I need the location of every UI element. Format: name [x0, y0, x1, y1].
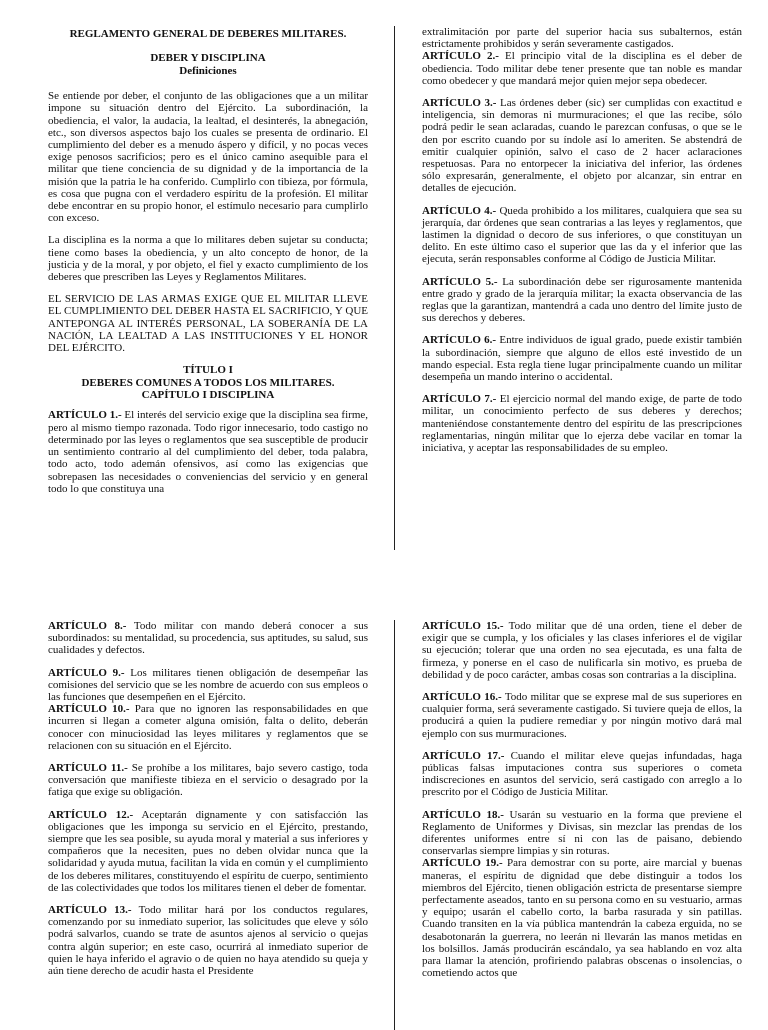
- article-text: Las órdenes deber (sic) ser cumplidas con exactitud e inteligencia, sin demoras ni murmuraciones; el que las recibe, sólo podrá pedir le sean aclaradas, cuando le parezcan confusas, o que se le den por escrito cuando por su índole así lo ameriten. Se abstendrá de emitir cualquier opinión, salvo el caso de 2 hacer aclaraciones respetuosas. Para no entorpecer la iniciativa del inferior, las órdenes sólo expresarán, generalmente, el objeto por alcanzar, sin entrar en detalles de ejecución.: [422, 97, 743, 195]
- article-10: [48, 703, 368, 752]
- article-heading: ARTÍCULO 2.-: [422, 50, 499, 63]
- page-2-left-column: [48, 620, 368, 977]
- article-heading: ARTÍCULO 12.-: [48, 808, 134, 821]
- page-1-left-column: [48, 26, 368, 495]
- paragraph-disciplina: La disciplina es la norma a que lo militares deben sujetar su conducta; tiene como bases la obediencia, y un alto concepto de honor, de la justicia y de la moral, y por objeto, el fiel y exacto cumplimiento de los deberes que prescriben las Leyes y Reglamentos Militares.: [48, 234, 368, 284]
- article-heading: ARTÍCULO 3.-: [422, 97, 497, 110]
- article-text: Todo militar hará por los conductos regulares, comenzando por su inmediato superior, las solicitudes que eleve y sólo podrá salvarlos, cuando se trate de asuntos ajenos al servicio o quejas contra algún superior; en este caso, ocurrirá al inmediato superior de quien le haya inferido el agravio o de quien no haya atendido su queja y aún tiene derecho de acudir hasta el Presidente: [48, 904, 369, 978]
- article-18: [422, 809, 742, 858]
- article-3: [422, 97, 742, 195]
- article-12: [48, 809, 368, 894]
- article-heading: ARTÍCULO 4.-: [422, 204, 497, 217]
- article-5: [422, 276, 742, 325]
- page-2: [0, 606, 768, 1024]
- article-15: [422, 620, 742, 681]
- article-heading: ARTÍCULO 16.-: [422, 691, 502, 704]
- article-text: Se prohíbe a los militares, bajo severo castigo, toda conversación que manifieste tibieza en el servicio o desagrado por la fatiga que exige su obligación.: [48, 762, 368, 799]
- article-heading: ARTÍCULO 19.-: [422, 857, 503, 870]
- article-text: Aceptarán dignamente y con satisfacción las obligaciones que les imponga su servicio en el Ejército, prestando, siempre que les sea posible, su ayuda moral y material a sus inferiores y compañeros que la necesiten, pues no deben olvidar nunca que la solidaridad y ayuda mutua, facilitan la vida en común y el cumplimiento de los deberes militares, constituyendo el espíritu de cuerpo, sentimiento de las colectividades que todos los militares tienen el deber de fomentar.: [48, 808, 369, 894]
- article-heading: ARTÍCULO 9.-: [48, 666, 125, 679]
- section-heading: [48, 52, 368, 78]
- capitulo-name: CAPÍTULO I DISCIPLINA: [141, 389, 275, 402]
- article-8: [48, 620, 368, 657]
- document-title: REGLAMENTO GENERAL DE DEBERES MILITARES.: [69, 28, 347, 40]
- article-heading: ARTÍCULO 7.-: [422, 393, 497, 406]
- article-text: El ejercicio normal del mando exige, de parte de todo militar, un conocimiento perfecto de sus deberes y derechos; manteniéndose constantemente dentro del espíritu de las prescripciones reglamentarias, ningún militar que lo ejerza debe vacilar en tomar la iniciativa, y aceptar las responsabilidades de su empleo.: [422, 393, 743, 455]
- paragraph-servicio-armas: EL SERVICIO DE LAS ARMAS EXIGE QUE EL MILITAR LLEVE EL CUMPLIMIENTO DEL DEBER HASTA EL SACRIFICIO, Y QUE ANTEPONGA AL INTERÉS PERSONAL, LA SOBERANÍA DE LA NACIÓN, LA LEALTAD A LAS INSTITUCIONES Y EL HONOR DEL EJÉRCITO.: [48, 293, 368, 355]
- article-text: Queda prohibido a los militares, cualquiera que sea su jerarquía, dar órdenes que sean contrarias a las leyes y reglamentos, que lastimen la dignidad o decoro de sus inferiores, o que constituyan un delito. En este último caso el superior que las da y el inferior que las ejecuta, serán responsables conforme al Código de Justicia Militar.: [422, 204, 742, 266]
- column-divider: [394, 620, 395, 1030]
- article-13: [48, 904, 368, 977]
- article-heading: ARTÍCULO 5.-: [422, 275, 498, 288]
- article-heading: ARTÍCULO 10.-: [48, 703, 130, 716]
- titulo-number: TÍTULO I: [183, 364, 233, 377]
- article-heading: ARTÍCULO 18.-: [422, 808, 504, 821]
- article-text: Todo militar que dé una orden, tiene el deber de exigir que se cumpla, y los oficiales y las clases inferiores el de vigilar su ejecución; tolerar que una orden no sea ejecutada, es una falta de firmeza, y ponerse en el caso de nulificarla sin motivo, es prueba de debilidad y de poco carácter, ambas cosas son contrarias a la disciplina.: [422, 620, 742, 681]
- article-16: [422, 691, 742, 740]
- article-7: [422, 393, 742, 454]
- article-4: [422, 205, 742, 266]
- article-heading: ARTÍCULO 13.-: [48, 904, 132, 917]
- article-text: Todo militar que se exprese mal de sus superiores en cualquier forma, será severamente castigado. Si tuviere queja de ellos, la producirá a quien la pudiere remediar y por ningún motivo dará mal ejemplo con sus murmuraciones.: [422, 691, 742, 740]
- article-text: Para demostrar con su porte, aire marcial y buenas maneras, el espíritu de dignidad que debe distinguir a todos los miembros del Ejército, tienen obligación estricta de presentarse siempre perfectamente aseados, tanto en su persona como en su vestuario, armas y equipo; usarán el cabello corto, la barba rasurada y sin patillas. Cuando transiten en la vía pública mantendrán la cabeza erguida, no se desabotonarán la guerrera, no leerán ni llevarán las manos metidas en los bolsillos. Jamás producirán escándalo, ya sea hablando en voz alta para llamar la atención, profiriendo palabras obscenas o insolencias, o cometiendo actos que: [422, 857, 743, 980]
- titulo-name: DEBERES COMUNES A TODOS LOS MILITARES.: [81, 376, 335, 389]
- article-text: Entre individuos de igual grado, puede existir también la subordinación, siempre que alguno de ellos esté investido de un mando especial. Esta regla tiene lugar principalmente cuando un militar desempeña un mando interino o accidental.: [422, 334, 743, 384]
- article-1-continuation: extralimitación por parte del superior hacia sus subalternos, están estrictamente prohibidos y serán severamente castigados.: [422, 26, 742, 51]
- article-heading: ARTÍCULO 8.-: [48, 620, 127, 632]
- article-text: El principio vital de la disciplina es el deber de obediencia. Todo militar debe tener presente que tan noble es mandar como obedecer y que mandará mejor quien mejor sepa obedecer.: [422, 50, 743, 87]
- article-heading: ARTÍCULO 1.-: [48, 409, 122, 422]
- page-1-right-column: [422, 26, 742, 464]
- article-11: [48, 762, 368, 799]
- section-subtitle: Definiciones: [179, 65, 237, 78]
- page-2-right-column: [422, 620, 742, 979]
- column-divider: [394, 26, 395, 550]
- article-text: Usarán su vestuario en la forma que previene el Reglamento de Uniformes y Divisas, sin mezclar las prendas de los diferentes uniformes entre sí ni con las de paisano, debiendo conservarlas siempre limpias y sin roturas.: [422, 808, 743, 858]
- article-text: Para que no ignoren las responsabilidades en que incurren si llegan a cometer alguna omisión, falta o delito, deberán conocer con minuciosidad las leyes militares y reglamentos que se relacionen con su situación en el Ejército.: [48, 703, 368, 752]
- article-text: Todo militar con mando deberá conocer a sus subordinados: su mentalidad, su procedencia, sus aptitudes, su salud, sus cualidades y defectos.: [48, 620, 368, 657]
- paragraph-deber: Se entiende por deber, el conjunto de las obligaciones que a un militar impone su situación dentro del Ejército. La subordinación, la obediencia, el valor, la audacia, la lealtad, el desinterés, la abnegación, etc., son diversos aspectos bajo los cuales se presenta de ordinario. El cumplimiento del deber es a menudo áspero y difícil, y no pocas veces exige penosos sacrificios; pero es el único camino asequible para el militar que tiene conciencia de su dignidad y de la importancia de la misión que la patria le ha conferido. Cumplirlo con tibieza, por fórmula, es cosa que pugna con el verdadero espíritu de la profesión. El militar debe encontrar en su propio honor, el estímulo necesario para cumplirlo con exceso.: [48, 90, 368, 225]
- article-text: El interés del servicio exige que la disciplina sea firme, pero al mismo tiempo razonada. Todo rigor innecesario, todo castigo no determinado por las leyes o reglamentos que sea susceptible de producir un sentimiento contrario al del cumplimiento del deber, toda palabra, todo acto, todo ademán ofensivos, así como las exigencias que sobrepasen las necesidades o conveniencias del servicio y en general todo lo que constituya una: [48, 409, 369, 495]
- article-heading: ARTÍCULO 11.-: [48, 762, 128, 775]
- section-title: DEBER Y DISCIPLINA: [150, 52, 266, 65]
- article-6: [422, 334, 742, 383]
- article-2: [422, 50, 742, 87]
- article-1: [48, 409, 368, 494]
- article-text: Los militares tienen obligación de desempeñar las comisiones del servicio que se les nombre de acuerdo con sus empleos o las funciones que desempeñen en el Ejército.: [48, 666, 368, 704]
- article-heading: ARTÍCULO 6.-: [422, 334, 497, 347]
- article-text: Cuando el militar eleve quejas infundadas, haga públicas falsas imputaciones contra sus superiores o cometa indiscreciones en asuntos del servicio, será castigado con arreglo a lo prescrito por el Código de Justicia Militar.: [422, 749, 742, 799]
- title-heading: [48, 364, 368, 401]
- article-heading: ARTÍCULO 17.-: [422, 749, 505, 762]
- article-9: [48, 667, 368, 704]
- article-19: [422, 857, 742, 979]
- article-heading: ARTÍCULO 15.-: [422, 620, 504, 632]
- article-text: La subordinación debe ser rigurosamente mantenida entre grado y grado de la jerarquía militar; la exacta observancia de las reglas que la garantizan, mantendrá a cada uno dentro del límite justo de sus derechos y deberes.: [422, 275, 742, 325]
- article-17: [422, 750, 742, 799]
